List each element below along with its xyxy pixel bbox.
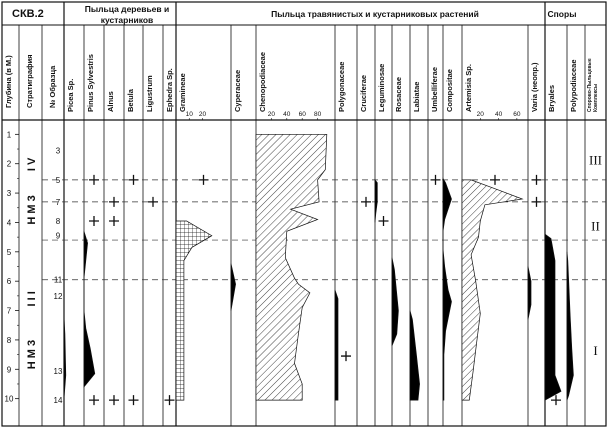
sample-number: 5 bbox=[55, 175, 61, 185]
depth-tick-label: 2 bbox=[6, 159, 12, 169]
scale-tick-label: 40 bbox=[494, 111, 503, 118]
scale-tick-label: 10 bbox=[185, 111, 193, 118]
scale-tick-label: 60 bbox=[513, 111, 521, 118]
series-label: Compositae bbox=[445, 69, 454, 112]
series-label: Bryales bbox=[547, 84, 556, 112]
stratigraphy-label: I V bbox=[26, 157, 38, 172]
sample-number: 11 bbox=[53, 275, 63, 285]
depth-tick-label: 6 bbox=[6, 277, 12, 287]
series-label: Pinus Sylvestris bbox=[86, 54, 95, 112]
group-label-spores: Споры bbox=[547, 9, 577, 19]
sample-number: 7 bbox=[55, 197, 61, 207]
group-label-trees-line2: кустарников bbox=[100, 15, 154, 25]
zone-label: I bbox=[593, 343, 598, 359]
series-label: Betula bbox=[126, 89, 135, 112]
scale-tick-label: 20 bbox=[476, 111, 484, 118]
stratigraphy-label: I I I bbox=[26, 291, 38, 307]
series-label: Cyperaceae bbox=[233, 69, 242, 112]
series-label: Artemisia Sp. bbox=[464, 64, 473, 112]
depth-tick-label: 4 bbox=[6, 218, 12, 228]
series-label: Alnus bbox=[106, 91, 115, 112]
scale-tick-label: 40 bbox=[283, 111, 291, 118]
group-label-trees-line1: Пыльца деревьев и bbox=[84, 4, 170, 14]
sample-number: 9 bbox=[55, 231, 61, 241]
series-label: Labiatae bbox=[412, 81, 421, 112]
depth-tick-label: 7 bbox=[6, 306, 12, 316]
series-label: Cruciferae bbox=[359, 74, 368, 112]
depth-tick-label: 8 bbox=[6, 335, 12, 345]
series-label-line: Спорово-Пыльцевые bbox=[587, 58, 593, 112]
scale-tick-label: 60 bbox=[298, 111, 306, 118]
depth-tick-label: 1 bbox=[6, 130, 12, 140]
sample-number: 8 bbox=[55, 216, 61, 226]
chart-title: СКВ.2 bbox=[12, 8, 44, 20]
zone-label: III bbox=[589, 152, 602, 168]
series-label: Chenopodiaceae bbox=[258, 51, 267, 112]
depth-column-header: Глубина (в М.) bbox=[4, 55, 13, 108]
series-label: Gramineae bbox=[178, 73, 187, 112]
group-label-herbs: Пыльца травянистых и кустарниковых растений bbox=[271, 9, 479, 19]
depth-tick-label: 3 bbox=[6, 189, 12, 199]
series-area bbox=[335, 290, 338, 400]
stratigraphy-label: Н М 3 bbox=[26, 339, 38, 370]
series-label-line: Комплексы bbox=[593, 83, 599, 112]
depth-tick-label: 9 bbox=[6, 365, 12, 375]
stratigraphy-label: Н М 3 bbox=[26, 195, 38, 225]
series-label: Varia (неопр.) bbox=[530, 62, 539, 112]
zone-label: II bbox=[591, 218, 600, 234]
series-label: Polygonaceae bbox=[337, 61, 346, 112]
series-label: Ligustrum bbox=[145, 75, 154, 112]
scale-tick-label: 20 bbox=[198, 111, 207, 118]
scale-tick-label: 80 bbox=[313, 111, 322, 118]
series-label: Umbelliferae bbox=[430, 66, 439, 112]
series-label: Leguminosae bbox=[377, 63, 386, 112]
sample-number: 13 bbox=[53, 366, 63, 376]
sample-column-header: № Образца bbox=[48, 65, 57, 108]
series-label: Rosaceae bbox=[394, 76, 403, 112]
sample-number: 12 bbox=[53, 291, 63, 301]
series-label: Picea Sp. bbox=[66, 78, 75, 112]
series-label: Polypodiaceae bbox=[569, 59, 578, 112]
scale-tick-label: 20 bbox=[267, 111, 276, 118]
depth-tick-label: 10 bbox=[4, 394, 14, 404]
sample-number: 14 bbox=[53, 396, 63, 406]
stratigraphy-column-header: Стратиграфия bbox=[25, 54, 34, 108]
depth-tick-label: 5 bbox=[6, 247, 12, 257]
sample-number: 3 bbox=[55, 146, 61, 156]
series-label: Ephedra Sp. bbox=[165, 68, 174, 112]
